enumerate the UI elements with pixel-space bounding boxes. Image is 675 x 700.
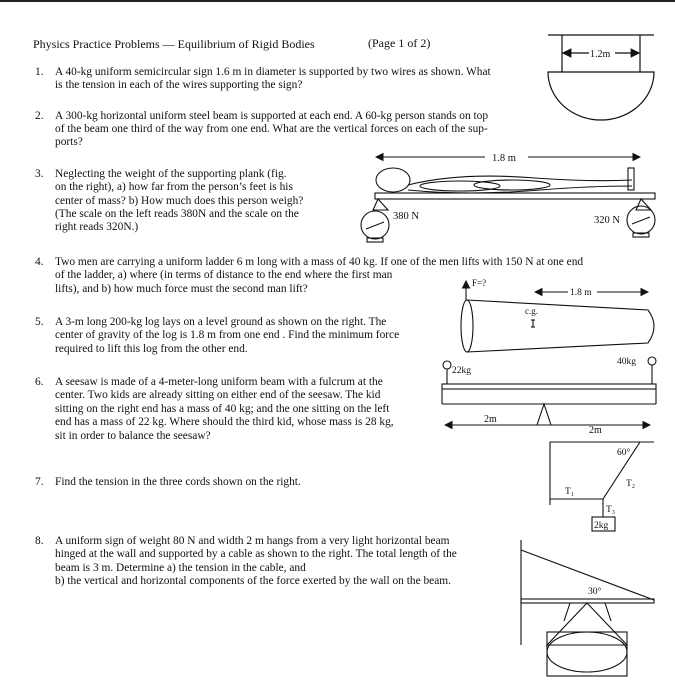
- fig3-leg: [474, 180, 550, 190]
- problem-8-line: A uniform sign of weight 80 N and width 2 m hangs from a very light horizontal beam: [55, 535, 450, 547]
- fig3-plank-figure: [361, 157, 655, 242]
- problem-5-number: 5.: [35, 316, 44, 328]
- fig3-arm: [420, 181, 500, 191]
- fig5-force-label: F=?: [472, 278, 487, 288]
- problem-4-line: of the ladder, a) where (in terms of distance to the end where the first man: [55, 269, 393, 281]
- problem-1-line: A 40-kg uniform semicircular sign 1.6 m in diameter is supported by two wires as shown. What: [55, 66, 491, 78]
- problem-4-line: Two men are carrying a uniform ladder 6 m long with a mass of 40 kg. If one of the men lifts with 150 N at one end: [55, 256, 584, 268]
- fig8-sign-frame: [547, 632, 627, 676]
- fig3-head: [376, 168, 410, 192]
- problem-1-line: is the tension in each of the wires supporting the sign?: [55, 79, 303, 91]
- problem-3-line: (The scale on the left reads 380N and the scale on the: [55, 208, 299, 220]
- fig8-hanger-left: [564, 603, 570, 621]
- fig8-beam: [521, 599, 654, 603]
- fig7-angle-label: 60°: [617, 448, 631, 458]
- problem-8-line: hinged at the wall and supported by a cable as shown to the right. The total length of the: [55, 548, 457, 560]
- fig3-scale-right-needle: [632, 217, 650, 224]
- problem-5-line: center of gravity of the log is 1.8 m from one end . Find the minimum force: [55, 329, 400, 341]
- fig1-width-label: 1.2m: [590, 49, 611, 60]
- problem-2-number: 2.: [35, 110, 44, 122]
- problem-8-line: b) the vertical and horizontal components of the force exerted by the wall on the beam.: [55, 575, 451, 587]
- fig3-left-scale-label: 380 N: [393, 211, 419, 222]
- fig6-kid-left-head: [443, 361, 451, 369]
- problem-2-line: A 300-kg horizontal uniform steel beam is supported at each end. A 60-kg person stands on top: [55, 110, 489, 122]
- problem-7-number: 7.: [35, 476, 44, 488]
- problem-3-number: 3.: [35, 168, 44, 180]
- fig3-support-left: [373, 199, 388, 210]
- problem-5-line: A 3-m long 200-kg log lays on a level ground as shown on the right. The: [55, 316, 387, 328]
- fig7-t2-label: T₂: [626, 479, 636, 489]
- problem-3-line: Neglecting the weight of the supporting plank (fig.: [55, 168, 287, 180]
- problem-2-line: of the beam one third of the way from one end. What are the vertical forces on each of the sup-: [55, 123, 488, 135]
- fig8-sign-oval: [547, 632, 627, 672]
- fig7-mass-label: 2kg: [594, 521, 609, 531]
- fig7-t1-label: T₁: [565, 487, 575, 497]
- fig8-hanger-right: [605, 603, 611, 621]
- fig6-left-mass-label: 22kg: [452, 366, 471, 376]
- problem-3-line: center of mass? b) How much does this person weigh?: [55, 195, 304, 207]
- problem-1-number: 1.: [35, 66, 44, 78]
- fig5-log-end: [461, 300, 473, 352]
- fig1-sign-shape: [548, 72, 654, 120]
- fig6-beam: [442, 384, 656, 389]
- page-title: Physics Practice Problems — Equilibrium of Rigid Bodies: [33, 37, 315, 51]
- fig6-left-dist-label: 2m: [484, 414, 497, 425]
- problem-2-line: ports?: [55, 136, 83, 148]
- fig3-length-label: 1.8 m: [492, 153, 516, 164]
- fig8-angle-label: 30°: [588, 587, 602, 597]
- fig5-length-label: 1.8 m: [570, 288, 592, 298]
- problem-6-number: 6.: [35, 376, 44, 388]
- problem-6-line: A seesaw is made of a 4-meter-long uniform beam with a fulcrum at the: [55, 376, 383, 388]
- page-number: (Page 1 of 2): [368, 36, 431, 50]
- fig5-log-body: [467, 300, 654, 352]
- problem-7-line: Find the tension in the three cords shown on the right.: [55, 476, 301, 488]
- fig6-seesaw-figure: [442, 357, 656, 425]
- problem-6-line: center. Two kids are already sitting on either end of the seesaw. The kid: [55, 389, 381, 401]
- problem-6-line: sit in order to balance the seesaw?: [55, 430, 211, 442]
- fig3-feet: [628, 168, 634, 190]
- fig3-scale-left-needle: [366, 222, 384, 229]
- problem-6-line: end has a mass of 22 kg. Where should the third kid, whose mass is 28 kg,: [55, 416, 394, 428]
- problem-3-line: right reads 320N.): [55, 221, 139, 233]
- problem-8-number: 8.: [35, 535, 44, 547]
- fig7-t3-label: T₃: [606, 505, 616, 515]
- problem-6-line: sitting on the right end has a mass of 40 kg; and the one sitting on the left: [55, 403, 390, 415]
- fig6-right-dist-label: 2m: [589, 425, 602, 436]
- fig6-kid-right-head: [648, 357, 656, 365]
- fig8-sign-figure: [521, 540, 654, 676]
- fig6-right-mass-label: 40kg: [617, 357, 636, 367]
- problem-4-line: lifts), and b) how much force must the second man lift?: [55, 283, 308, 295]
- fig3-plank: [375, 193, 655, 199]
- problem-4-number: 4.: [35, 256, 44, 268]
- fig5-cg-label: c.g.: [525, 306, 538, 316]
- fig5-log-figure: [461, 281, 654, 352]
- problem-5-line: required to lift this log from the other end.: [55, 343, 248, 355]
- fig6-fulcrum: [537, 404, 551, 425]
- fig8-sign-roof: [547, 603, 627, 645]
- problem-8-line: beam is 3 m. Determine a) the tension in the cable, and: [55, 562, 306, 574]
- fig3-right-scale-label: 320 N: [594, 215, 620, 226]
- problem-3-line: on the right), a) how far from the person’s feet is his: [55, 181, 293, 193]
